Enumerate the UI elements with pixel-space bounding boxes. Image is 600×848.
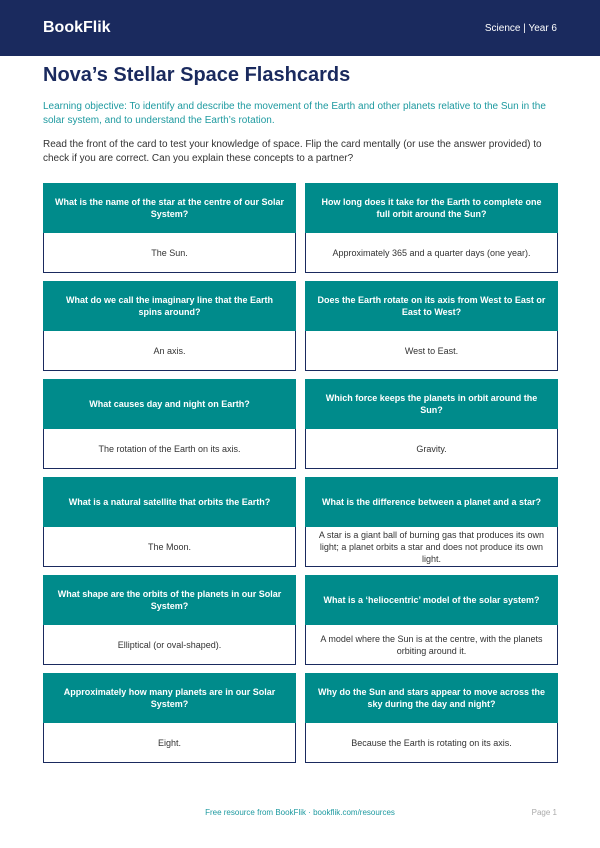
flashcard — [305, 379, 558, 469]
flashcard-grid — [43, 183, 558, 763]
flashcard — [305, 477, 558, 567]
page-header — [0, 0, 600, 56]
card-question: What is a natural satellite that orbits the Earth? — [43, 477, 296, 527]
page-footer — [0, 808, 600, 822]
card-question: What is the name of the star at the centre of our Solar System? — [43, 183, 296, 233]
card-question: Which force keeps the planets in orbit around the Sun? — [305, 379, 558, 429]
learning-objective: Learning objective: To identify and describe the movement of the Earth and other planets relative to the Sun in the solar system, and to understand the Earth’s rotation. — [43, 101, 546, 126]
card-question: What do we call the imaginary line that the Earth spins around? — [43, 281, 296, 331]
flashcard — [43, 183, 296, 273]
flashcard — [305, 575, 558, 665]
flashcard — [305, 183, 558, 273]
card-answer: The rotation of the Earth on its axis. — [43, 429, 296, 469]
flashcard — [43, 281, 296, 371]
card-answer: A star is a giant ball of burning gas that produces its own light; a planet orbits a star and does not produce its own light. — [305, 527, 558, 567]
subject-year-label: Science | Year 6 — [484, 22, 557, 34]
flashcard — [43, 575, 296, 665]
card-answer: Eight. — [43, 723, 296, 763]
card-answer: An axis. — [43, 331, 296, 371]
card-answer: A model where the Sun is at the centre, with the planets orbiting around it. — [305, 625, 558, 665]
card-answer: West to East. — [305, 331, 558, 371]
flashcard — [43, 379, 296, 469]
flashcard — [43, 477, 296, 567]
card-answer: The Sun. — [43, 233, 296, 273]
card-question: What is the difference between a planet and a star? — [305, 477, 558, 527]
card-question: What shape are the orbits of the planets in our Solar System? — [43, 575, 296, 625]
card-question: How long does it take for the Earth to complete one full orbit around the Sun? — [305, 183, 558, 233]
card-question: What is a ‘heliocentric’ model of the solar system? — [305, 575, 558, 625]
card-question: Why do the Sun and stars appear to move across the sky during the day and night? — [305, 673, 558, 723]
card-answer: Elliptical (or oval-shaped). — [43, 625, 296, 665]
card-question: Does the Earth rotate on its axis from West to East or East to West? — [305, 281, 558, 331]
card-question: Approximately how many planets are in our Solar System? — [43, 673, 296, 723]
brand-logo: BookFlik — [43, 19, 111, 36]
flashcard — [43, 673, 296, 763]
card-answer: Gravity. — [305, 429, 558, 469]
card-answer: The Moon. — [43, 527, 296, 567]
footer-link[interactable]: Free resource from BookFlik · bookflik.com/resources — [205, 808, 395, 817]
instructions: Read the front of the card to test your knowledge of space. Flip the card mentally (or use the answer provided) to check if you are correct. Can you explain these concepts to a partner? — [43, 139, 542, 164]
card-answer: Because the Earth is rotating on its axis. — [305, 723, 558, 763]
card-answer: Approximately 365 and a quarter days (one year). — [305, 233, 558, 273]
flashcard — [305, 281, 558, 371]
flashcard — [305, 673, 558, 763]
card-question: What causes day and night on Earth? — [43, 379, 296, 429]
page-title: Nova’s Stellar Space Flashcards — [43, 64, 351, 86]
page-number: Page 1 — [531, 808, 557, 817]
